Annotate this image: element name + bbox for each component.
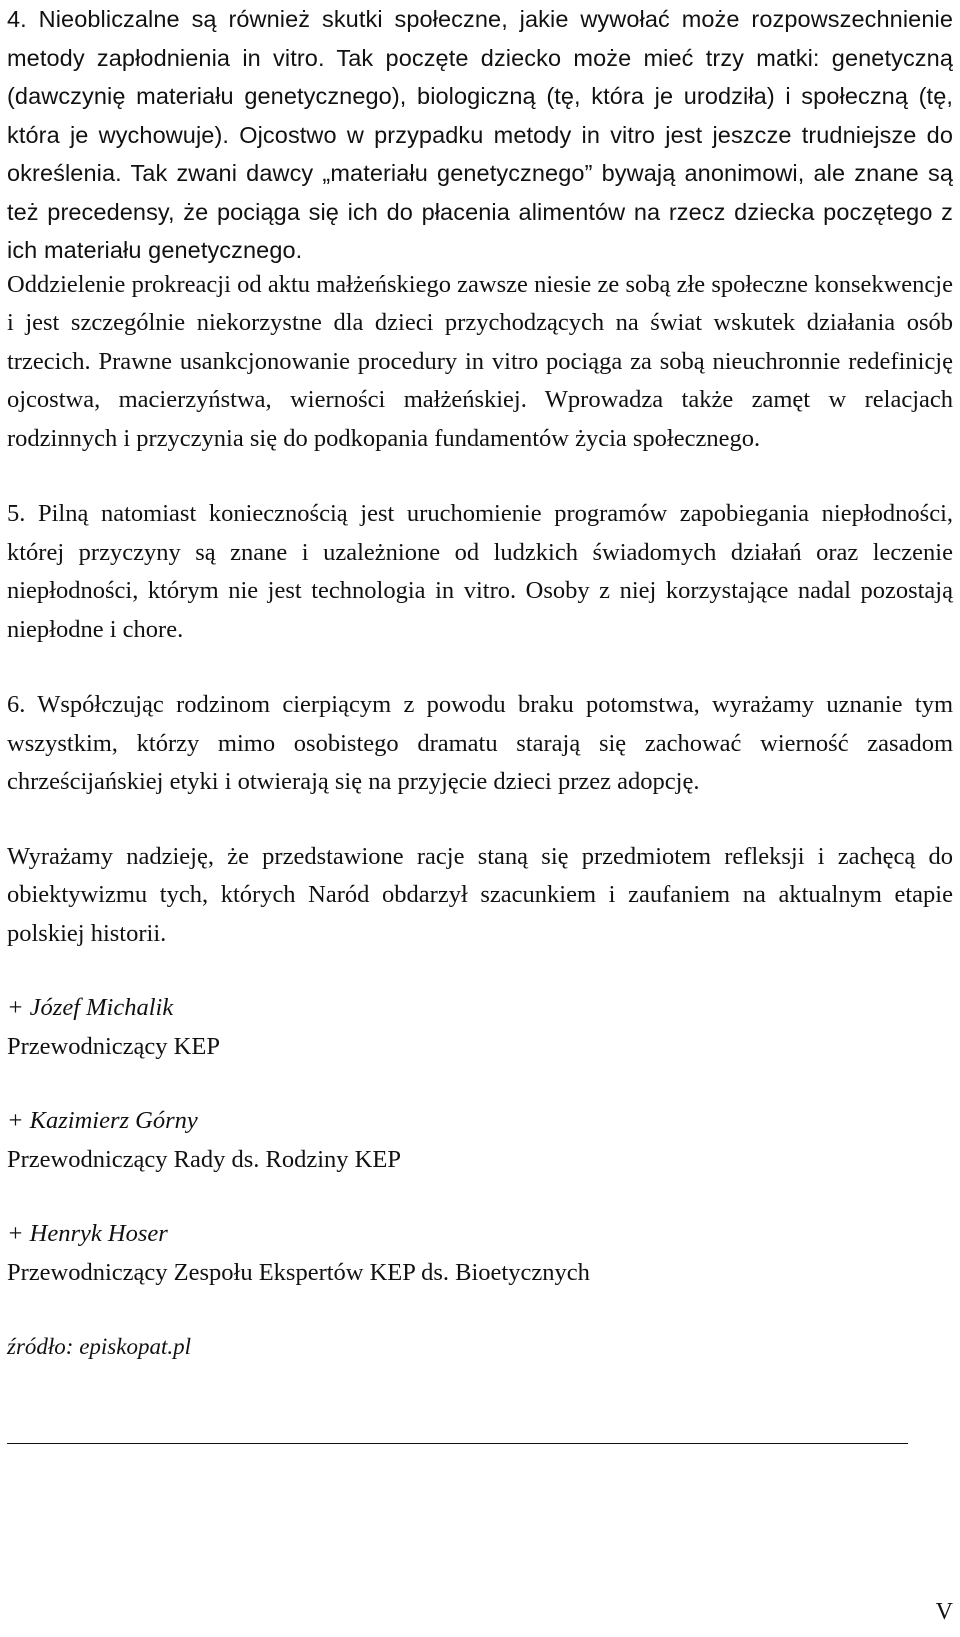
page-number: V [935,1599,953,1625]
signature-name: + Kazimierz Górny [7,1107,198,1134]
section-6-paragraph: 6. Współczując rodzinom cierpiącym z powodu braku potomstwa, wyrażamy uznanie tym wszystkim, którzy mimo osobistego dramatu starają się zachować wierność zasadom chrześcijańskiej etyki i otwierają się na przyjęcie dzieci przez adopcję. [7,691,953,795]
signature-title: Przewodniczący Zespołu Ekspertów KEP ds. Bioetycznych [7,1258,590,1286]
signature-name: + Henryk Hoser [7,1220,168,1247]
section-4-continuation-paragraph [7,266,953,459]
signatures [7,989,953,1292]
section-4-text-serif: Oddzielenie prokreacji od aktu małżeńskiego zawsze niesie ze sobą złe społeczne konsekwencje i jest szczególnie niekorzystne dla dzieci przychodzących na świat wskutek działania osób trzecich. Prawne usankcjonowanie procedury in vitro pociąga za sobą nieuchronnie redefinicję ojcostwa, macierzyństwa, wierności małżeńskiej. Wprowadza także zamęt w relacjach rodzinnych i przyczynia się do podkopania fundamentów życia społecznego. [7,270,953,452]
document-page [7,0,953,1389]
signature-title: Przewodniczący KEP [7,1032,220,1060]
section-4-paragraph [7,0,953,270]
section-4-text-sans: 4. Nieobliczalne są również skutki społeczne, jakie wywołać może rozpowszechnienie metody zapłodnienia in vitro. Tak poczęte dziecko może mieć trzy matki: genetyczną (dawczynię materiału genetycznego), biologiczną (tę, która je urodziła) i społeczną (tę, która je wychowuje). Ojcostwo w przypadku metody in vitro jest jeszcze trudniejsze do określenia. Tak zwani dawcy „materiału genetycznego” bywają anonimowi, ale znane są też precedensy, że pociąga się ich do płacenia alimentów na rzecz dziecka poczętego z ich materiału genetycznego. [7,6,953,263]
source-note: źródło: episkopat.pl [7,1334,191,1359]
signature-2 [7,1102,953,1179]
signature-1 [7,989,953,1066]
signature-3 [7,1215,953,1292]
closing-paragraph: Wyrażamy nadzieję, że przedstawione racje staną się przedmiotem refleksji i zachęcą do obiektywizmu tych, których Naród obdarzył szacunkiem i zaufaniem na aktualnym etapie polskiej historii. [7,842,953,947]
footnote-divider [7,1443,908,1444]
signature-title: Przewodniczący Rady ds. Rodziny KEP [7,1145,401,1173]
signature-name: + Józef Michalik [7,994,174,1021]
section-5-paragraph: 5. Pilną natomiast koniecznością jest uruchomienie programów zapobiegania niepłodności, której przyczyny są znane i uzależnione od ludzkich świadomych działań oraz leczenie niepłodności, którym nie jest technologia in vitro. Osoby z niej korzystające nadal pozostają niepłodne i chore. [7,500,953,643]
